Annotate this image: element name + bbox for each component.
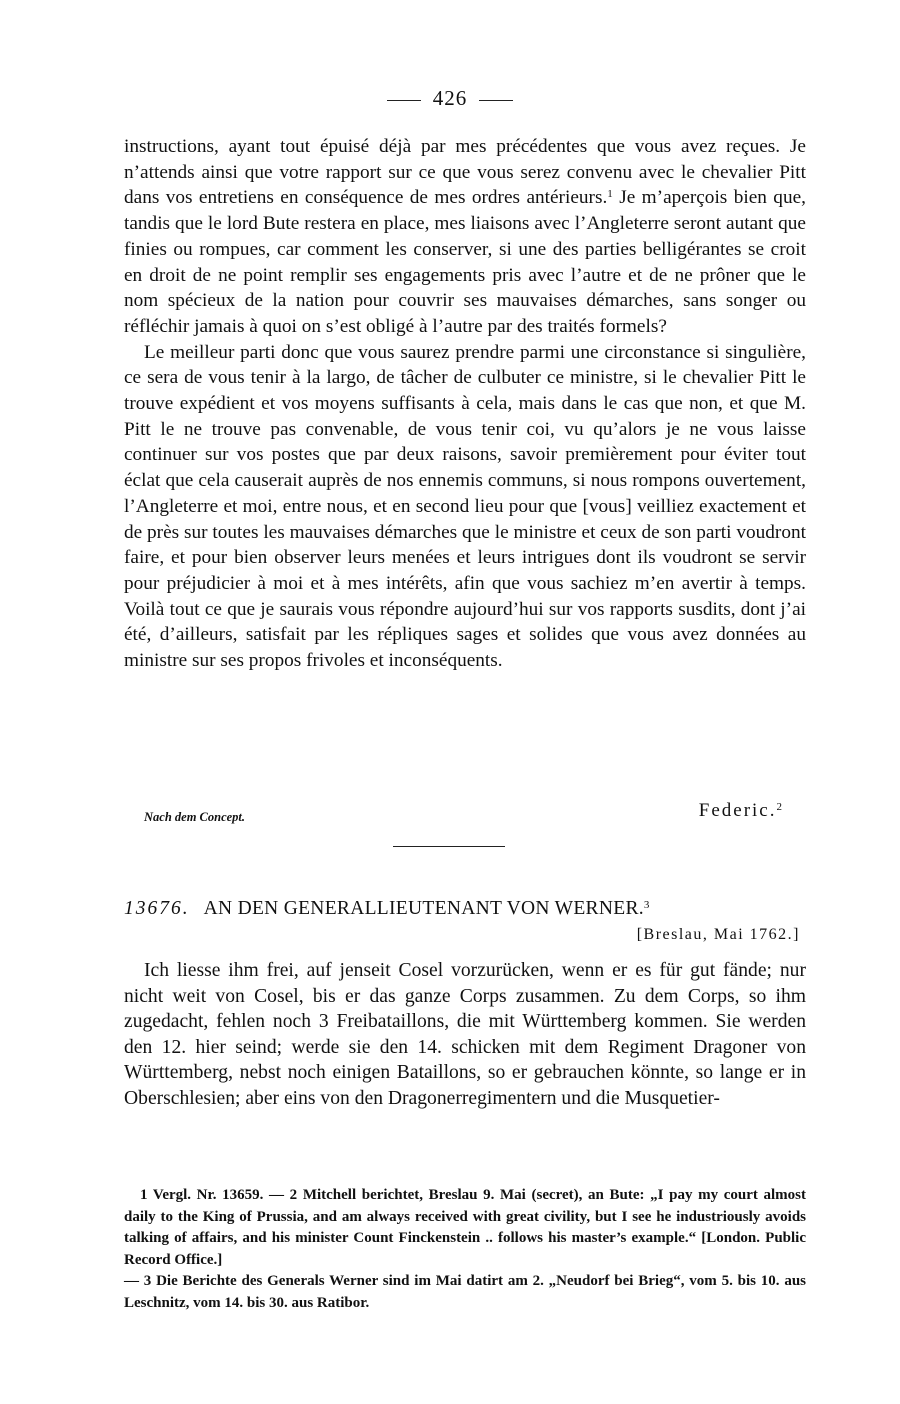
footnote-mark-3: 3 — [643, 899, 650, 911]
letter-closing — [144, 800, 784, 830]
letter-text-part-2: Je m’aperçois bien que, tandis que le lord Bute restera en place, mes liaisons avec l’Angleterre seront autant que finies ou rompues, car comment les conserver, si une des parties belligérantes se croit en droit de ne point remplir ses engagements pris avec l’autre et de ne prôner que le nom spécieux de la nation pour couvrir ses mauvaises démarches, sans songer ou réfléchir jamais à quoi on s’est obligé à l’autre par des traités formels? — [124, 187, 806, 337]
page-number-dash-left — [387, 100, 421, 101]
signature — [699, 800, 784, 822]
letter-paragraph-2: Le meilleur parti donc que vous saurez prendre parmi une circonstance si singulière, ce sera de vous tenir à la largo, de tâcher de culbuter ce ministre, si le chevalier Pitt le trouve expédient et vos moyens suffisants à cela, mais dans le cas que non, et que M. Pitt le ne trouve pas convenable, de vous tenir coi, vu qu’alors je ne vous laisse continuer sur vos postes que par deux raisons, savoir premièrement pour éviter tout éclat que cela causerait auprès de nos ennemis communs, si nous rompons ouvertement, l’Angleterre et moi, entre nous, et en second lieu pour que [vous] veilliez exactement et de près sur toutes les mauvaises démarches que le ministre et ceux de son parti voudront faire, et pour bien observer leurs menées et leurs intrigues dont ils voudront se servir pour préjudicier à moi et à mes intérêts, afin que vous sachiez m’en avertir à temps. Voilà tout ce que je saurais vous répondre aujourd’hui sur vos rapports susdits, dont j’ai été, d’ailleurs, satisfait par les répliques sages et solides que vous avez données au ministre sur ses propos frivoles et inconséquents. — [124, 341, 806, 672]
signature-text: Federic. — [698, 800, 777, 821]
document-number: 13676. — [124, 898, 190, 919]
footnote-mark-1: 1 — [607, 188, 613, 201]
page-number-dash-right — [479, 100, 513, 101]
footnote-mark-2: 2 — [776, 801, 784, 813]
document-heading — [124, 898, 806, 920]
page-number: 426 — [432, 86, 468, 110]
letter-paragraph-1 — [124, 134, 806, 340]
footnote-3: — 3 Die Berichte des Generals Werner sind im Mai datirt am 2. „Neudorf bei Brieg“, vom 5. bis 10. aus Leschnitz, vom 14. bis 30. aus Ratibor. — [124, 1273, 806, 1311]
source-note: Nach dem Concept. — [144, 810, 246, 824]
letter-body — [124, 134, 806, 674]
page-number-line — [0, 86, 900, 111]
document-body — [124, 958, 806, 1112]
dateline: [Breslau, Mai 1762.] — [636, 926, 800, 943]
document-paragraph: Ich liesse ihm frei, auf jenseit Cosel vorzurücken, wenn er es für gut fände; nur nicht weit von Cosel, bis er das ganze Corps zusammen. Zu dem Corps, so ihm zugedacht, fehlen noch 3 Freibataillons, die mit Württemberg kommen. Sie werden den 12. hier seind; werde sie den 14. schicken mit dem Regiment Dragoner von Württemberg, nebst noch einigen Bataillons, so er gebrauchen könnte, so lange er in Oberschlesien; aber eins von den Dragonerregimentern und die Musquetier- — [124, 960, 806, 1109]
footnotes — [124, 1185, 806, 1314]
footnote-1-2: 1 Vergl. Nr. 13659. — 2 Mitchell berichtet, Breslau 9. Mai (secret), an Bute: „I pay my court almost daily to the King of Prussia, and am always received with great civility, but I see he industriously avoids talking of affairs, and his minister Count Finckenstein .. follows his master’s example.“ [London. Public Record Office.] — [124, 1187, 806, 1268]
section-divider — [393, 846, 505, 847]
document-title: AN DEN GENERALLIEUTENANT VON WERNER. — [203, 898, 644, 919]
letter-text-part-1: instructions, ayant tout épuisé déjà par mes précédentes que vous avez reçues. Je n’attends ainsi que votre rapport sur ce que vous serez convenu avec le chevalier Pitt dans vos entretiens en conséquence de mes ordres antérieurs. — [124, 136, 806, 209]
